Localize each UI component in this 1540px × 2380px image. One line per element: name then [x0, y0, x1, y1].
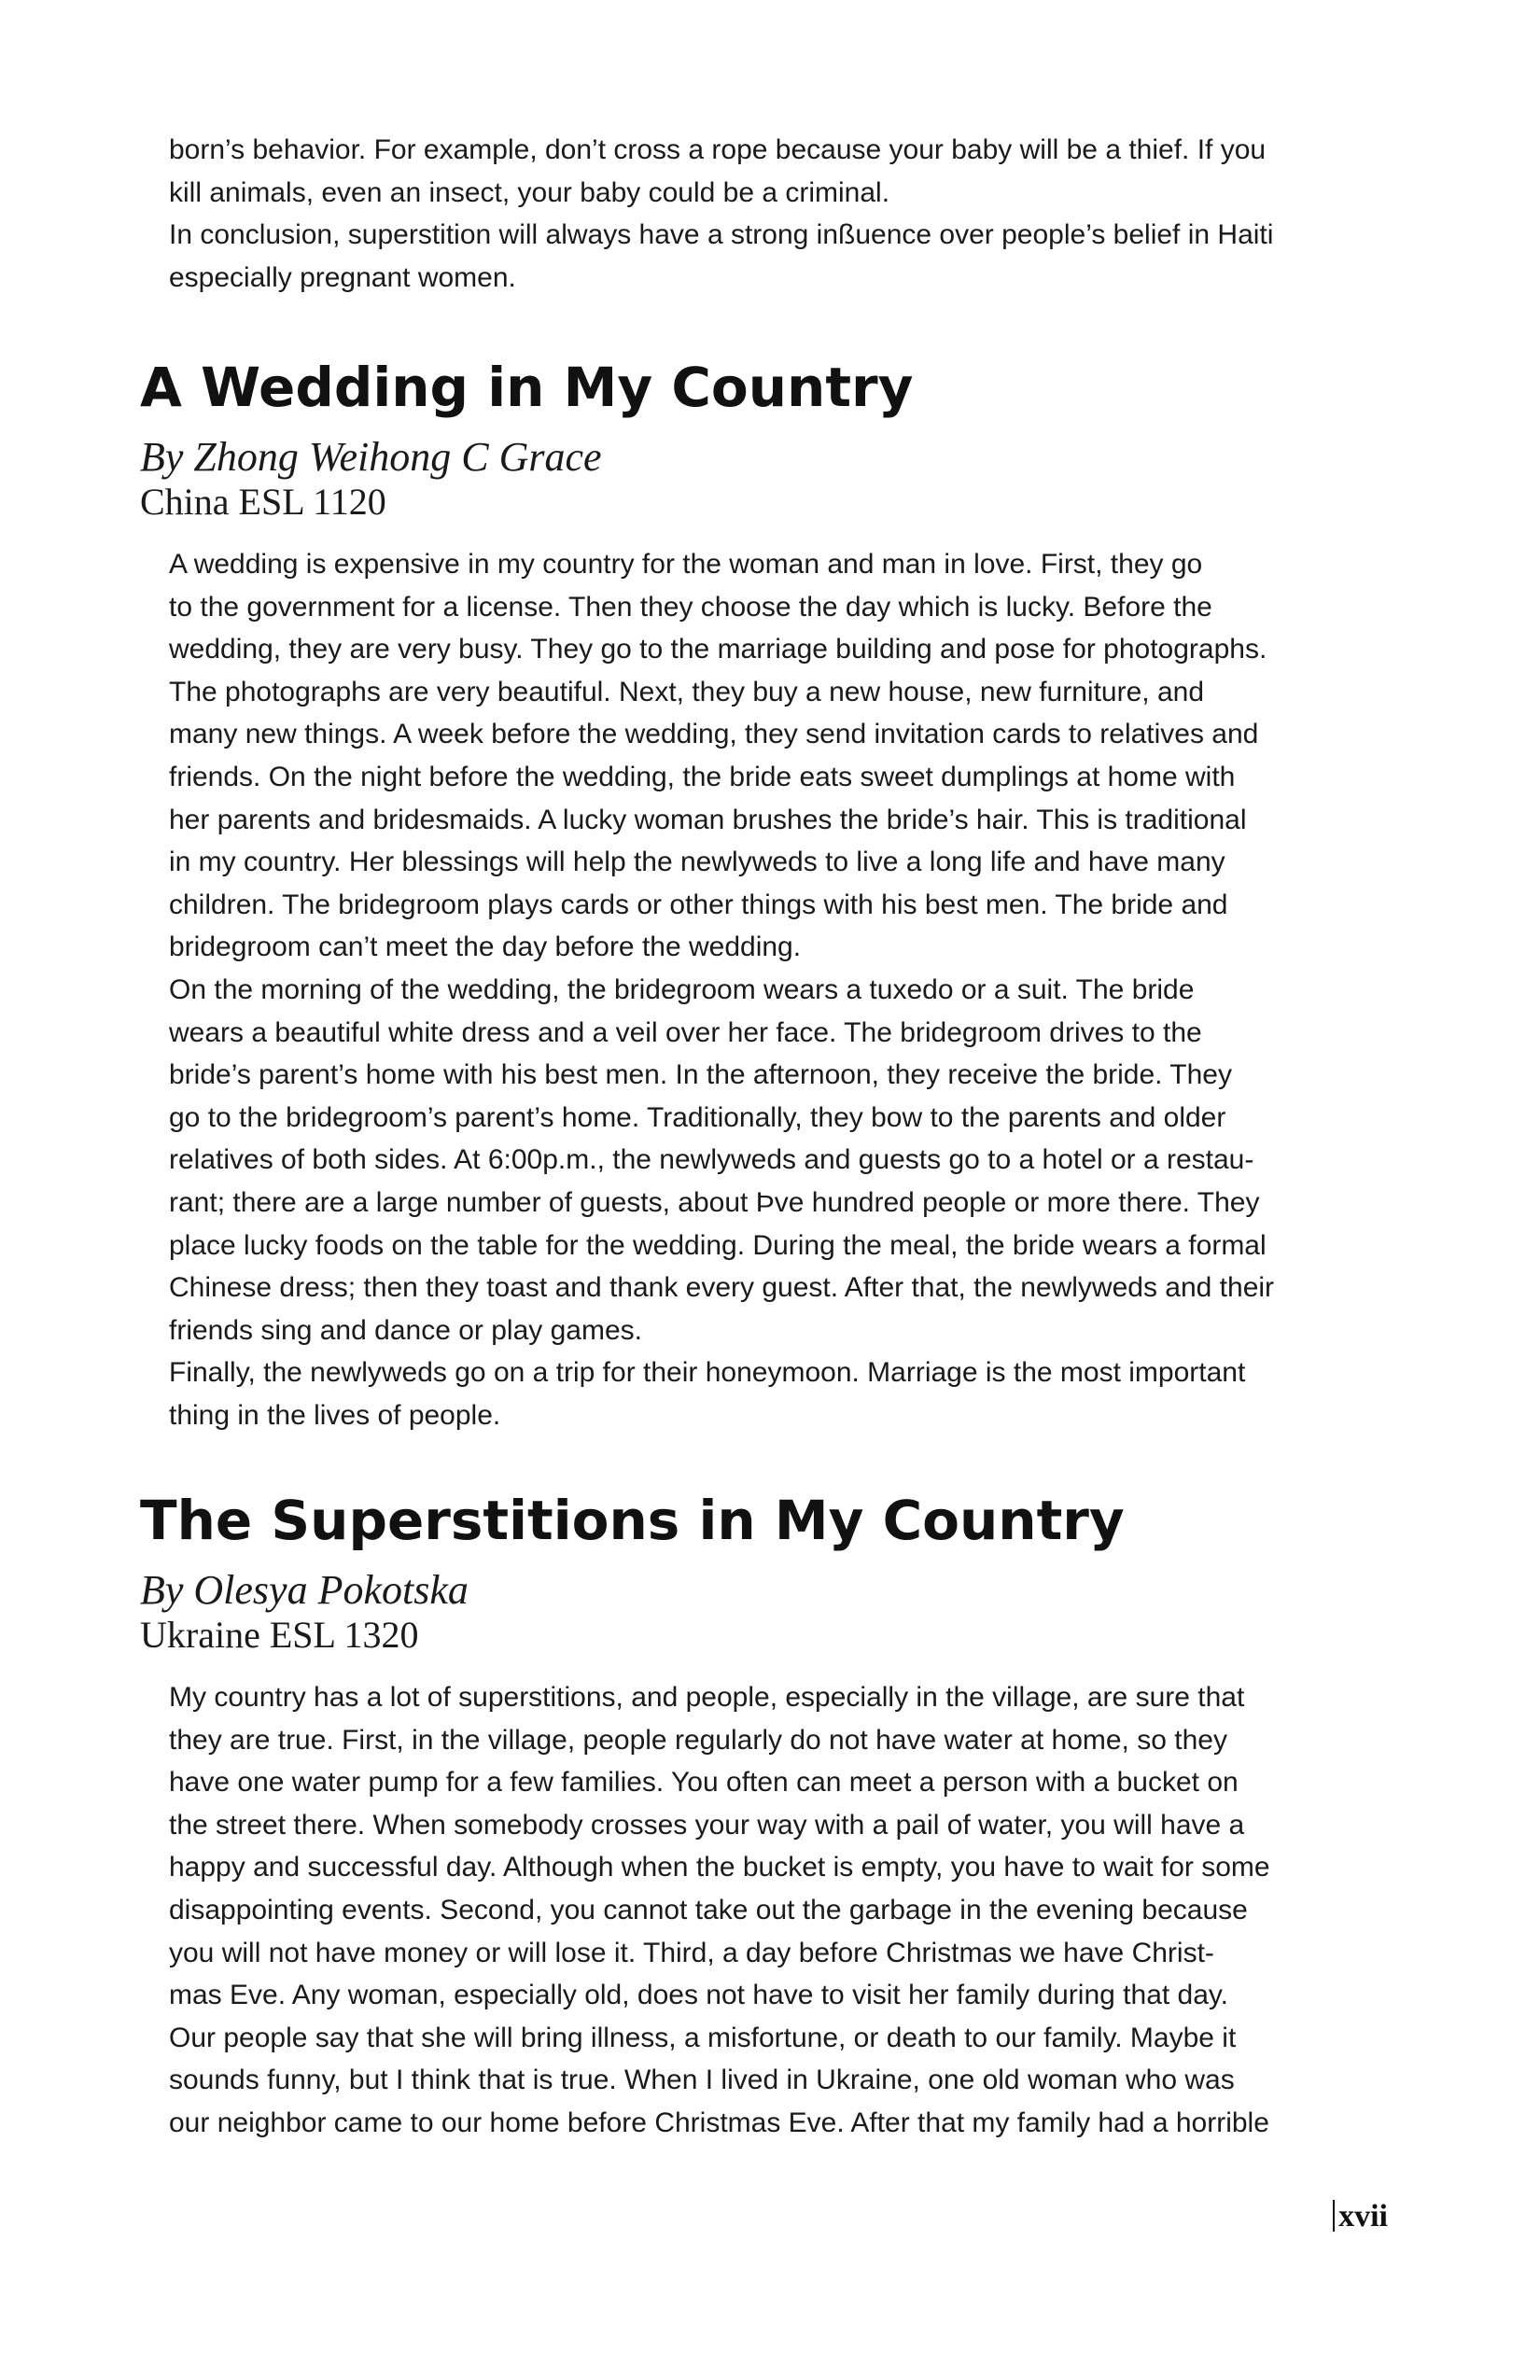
- text-line: disappointing events. Second, you cannot take out the garbage in the evening because: [169, 1894, 1248, 1925]
- article-title: The Superstitions in My Country: [140, 1489, 1125, 1552]
- intro-paragraph: [169, 129, 1392, 299]
- text-line: go to the bridegroom’s parent’s home. Traditionally, they bow to the parents and older: [169, 1101, 1226, 1133]
- text-line: mas Eve. Any woman, especially old, does not have to visit her family during that day.: [169, 1980, 1229, 2011]
- article-title: A Wedding in My Country: [140, 356, 914, 419]
- text-line: sounds funny, but I think that is true. When I lived in Ukraine, one old woman who was: [169, 2065, 1235, 2096]
- text-line: happy and successful day. Although when the bucket is empty, you have to wait for some: [169, 1852, 1270, 1883]
- author-byline: By Zhong Weihong C Grace: [140, 434, 602, 480]
- text-line: to the government for a license. Then they choose the day which is lucky. Before the: [169, 591, 1212, 623]
- text-line: friends. On the night before the wedding, the bride eats sweet dumplings at home with: [169, 761, 1236, 792]
- text-line: Our people say that she will bring illness, a misfortune, or death to our family. Maybe it: [169, 2022, 1237, 2053]
- text-line: On the morning of the wedding, the bridegroom wears a tuxedo or a suit. The bride: [169, 973, 1195, 1005]
- page-number: [1333, 2198, 1388, 2235]
- text-line: bride’s parent’s home with his best men. In the afternoon, they receive the bride. They: [169, 1059, 1232, 1091]
- text-line: thing in the lives of people.: [169, 1399, 501, 1431]
- text-line: many new things. A week before the wedding, they send invitation cards to relatives and: [169, 719, 1259, 750]
- text-line: My country has a lot of superstitions, and people, especially in the village, are sure that: [169, 1682, 1245, 1713]
- text-line: the street there. When somebody crosses your way with a pail of water, you will have a: [169, 1809, 1245, 1841]
- text-line: our neighbor came to our home before Christmas Eve. After that my family had a horrible: [169, 2107, 1269, 2138]
- text-line: rant; there are a large number of guests, about Þve hundred people or more there. They: [169, 1186, 1260, 1218]
- text-line: wedding, they are very busy. They go to the marriage building and pose for photographs.: [169, 634, 1267, 665]
- text-line: especially pregnant women.: [169, 261, 516, 293]
- text-line: Chinese dress; then they toast and thank every guest. After that, the newlyweds and their: [169, 1272, 1275, 1304]
- article-body: [169, 1676, 1392, 2145]
- text-line: friends sing and dance or play games.: [169, 1314, 642, 1346]
- author-course: China ESL 1120: [140, 481, 386, 523]
- text-line: bridegroom can’t meet the day before the wedding.: [169, 931, 802, 963]
- text-line: born’s behavior. For example, don’t cross a rope because your baby will be a thief. If you: [169, 134, 1267, 165]
- author-byline: By Olesya Pokotska: [140, 1567, 469, 1613]
- author-course: Ukraine ESL 1320: [140, 1614, 419, 1656]
- text-line: relatives of both sides. At 6:00p.m., the newlyweds and guests go to a hotel or a restau-: [169, 1144, 1254, 1176]
- text-line: in my country. Her blessings will help the newlyweds to live a long life and have many: [169, 847, 1225, 878]
- text-line: place lucky foods on the table for the wedding. During the meal, the bride wears a formal: [169, 1229, 1267, 1261]
- folio-divider: [1333, 2200, 1335, 2232]
- text-line: have one water pump for a few families. You often can meet a person with a bucket on: [169, 1767, 1239, 1799]
- page-number-text: xvii: [1338, 2199, 1388, 2233]
- text-line: they are true. First, in the village, people regularly do not have water at home, so they: [169, 1724, 1227, 1756]
- text-line: In conclusion, superstition will always have a strong inßuence over people’s belief in Haiti: [169, 219, 1274, 251]
- article-body: [169, 543, 1392, 1436]
- text-line: her parents and bridesmaids. A lucky woman brushes the bride’s hair. This is traditional: [169, 804, 1247, 835]
- text-line: The photographs are very beautiful. Next, they buy a new house, new furniture, and: [169, 676, 1205, 707]
- text-line: wears a beautiful white dress and a veil over her face. The bridegroom drives to the: [169, 1016, 1202, 1048]
- text-line: Finally, the newlyweds go on a trip for their honeymoon. Marriage is the most important: [169, 1357, 1246, 1389]
- text-line: kill animals, even an insect, your baby could be a criminal.: [169, 176, 890, 208]
- text-line: you will not have money or will lose it. Third, a day before Christmas we have Christ-: [169, 1937, 1214, 1968]
- text-line: children. The bridegroom plays cards or other things with his best men. The bride and: [169, 889, 1228, 920]
- text-line: A wedding is expensive in my country for the woman and man in love. First, they go: [169, 549, 1203, 580]
